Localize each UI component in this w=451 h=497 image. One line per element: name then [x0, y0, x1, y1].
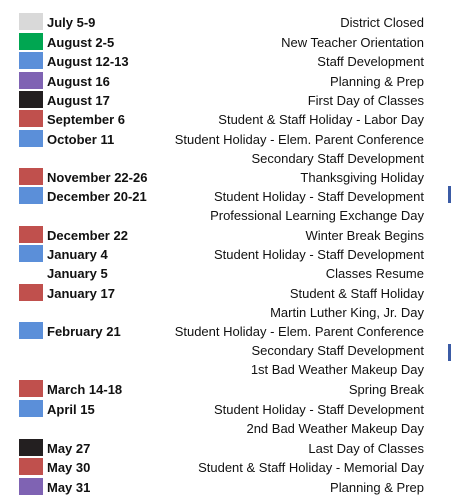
event-color-swatch — [19, 478, 43, 495]
event-color-swatch — [19, 322, 43, 339]
event-date: August 16 — [47, 74, 110, 89]
event-description: New Teacher Orientation — [281, 35, 424, 50]
event-description: Secondary Staff Development — [251, 343, 424, 358]
event-color-swatch — [19, 284, 43, 301]
event-description: Student & Staff Holiday - Labor Day — [218, 112, 424, 127]
event-description: Student Holiday - Elem. Parent Conference — [174, 324, 424, 339]
event-description: Planning & Prep — [330, 74, 424, 89]
event-color-swatch — [19, 130, 43, 147]
calendar-event-row — [0, 380, 451, 399]
event-date: September 6 — [47, 112, 126, 127]
event-description: Student Holiday - Elem. Parent Conference — [174, 132, 424, 147]
event-color-swatch — [19, 226, 43, 243]
event-color-swatch — [19, 33, 43, 50]
event-date: November 22-26 — [47, 170, 148, 185]
calendar-event-row — [0, 33, 451, 52]
event-description: Secondary Staff Development — [251, 151, 424, 166]
event-description: First Day of Classes — [307, 93, 424, 108]
event-description: Student & Staff Holiday - Memorial Day — [198, 460, 424, 475]
event-date: December 20-21 — [47, 189, 147, 204]
event-color-swatch — [19, 91, 43, 108]
calendar-event-row — [0, 52, 451, 71]
event-description: Last Day of Classes — [308, 441, 424, 456]
event-date: August 2-5 — [47, 35, 115, 50]
calendar-event-row — [0, 439, 451, 458]
event-date: January 4 — [47, 247, 108, 262]
calendar-event-row — [0, 187, 451, 223]
calendar-event-row — [0, 245, 451, 264]
event-description: Staff Development — [317, 54, 424, 69]
event-date: May 27 — [47, 441, 91, 456]
event-color-swatch — [19, 168, 43, 185]
event-date: January 17 — [47, 286, 115, 301]
event-date: October 11 — [47, 132, 115, 147]
event-date: May 30 — [47, 460, 91, 475]
event-description: Professional Learning Exchange Day — [210, 208, 424, 223]
event-color-swatch — [19, 187, 43, 204]
event-description: Thanksgiving Holiday — [300, 170, 424, 185]
event-color-swatch — [19, 439, 43, 456]
calendar-event-row — [0, 264, 451, 283]
calendar-event-row — [0, 400, 451, 436]
calendar-event-row — [0, 478, 451, 497]
calendar-event-row — [0, 322, 451, 377]
event-description: Martin Luther King, Jr. Day — [270, 305, 424, 320]
calendar-event-row — [0, 226, 451, 245]
calendar-event-row — [0, 110, 451, 129]
calendar-event-row — [0, 91, 451, 110]
event-description: 2nd Bad Weather Makeup Day — [246, 421, 424, 436]
event-color-swatch — [19, 110, 43, 127]
event-description: District Closed — [340, 15, 424, 30]
calendar-event-row — [0, 72, 451, 91]
event-description: Classes Resume — [325, 266, 424, 281]
event-description: Spring Break — [348, 382, 424, 397]
event-description: Student Holiday - Staff Development — [213, 189, 424, 204]
calendar-event-row — [0, 130, 451, 166]
event-date: January 5 — [47, 266, 108, 281]
event-date: May 31 — [47, 480, 91, 495]
event-color-swatch — [19, 245, 43, 262]
calendar-event-row — [0, 458, 451, 477]
event-description: Student Holiday - Staff Development — [213, 402, 424, 417]
event-date: April 15 — [47, 402, 95, 417]
event-description: Student Holiday - Staff Development — [213, 247, 424, 262]
calendar-event-row — [0, 284, 451, 320]
event-description: Student & Staff Holiday — [289, 286, 424, 301]
event-color-swatch — [19, 72, 43, 89]
event-description: Winter Break Begins — [305, 228, 424, 243]
event-description: Planning & Prep — [330, 480, 424, 495]
event-date: February 21 — [47, 324, 121, 339]
event-date: August 12-13 — [47, 54, 129, 69]
event-date: July 5-9 — [47, 15, 96, 30]
event-color-swatch — [19, 13, 43, 30]
event-color-swatch — [19, 400, 43, 417]
event-color-swatch — [19, 380, 43, 397]
event-date: August 17 — [47, 93, 110, 108]
event-date: December 22 — [47, 228, 128, 243]
event-date: March 14-18 — [47, 382, 123, 397]
event-color-swatch — [19, 458, 43, 475]
event-description: 1st Bad Weather Makeup Day — [250, 362, 424, 377]
calendar-event-row — [0, 168, 451, 187]
calendar-event-row — [0, 13, 451, 32]
event-color-swatch — [19, 52, 43, 69]
